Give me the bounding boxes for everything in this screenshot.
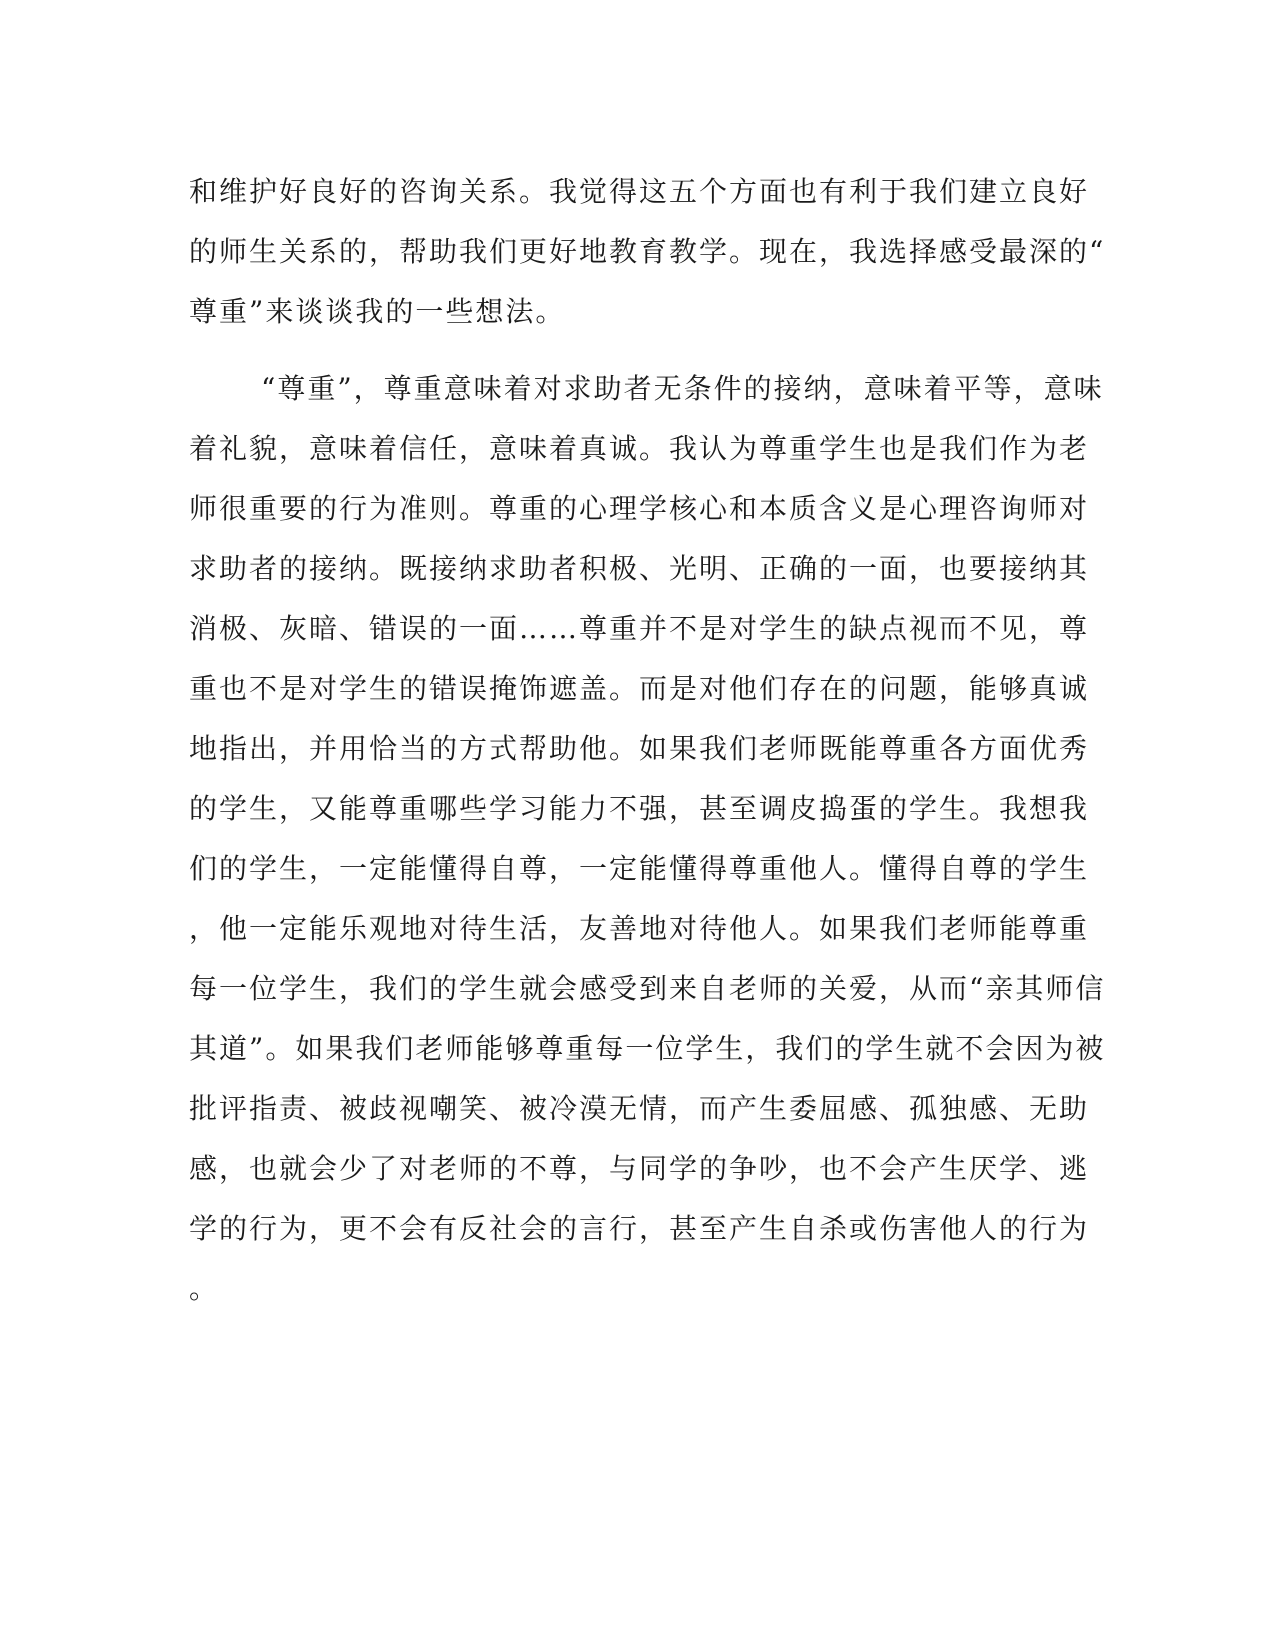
paragraph-2-line: 消极、灰暗、错误的一面……尊重并不是对学生的缺点视而不见，尊 (189, 612, 1090, 645)
paragraph-2-line: 师很重要的行为准则。尊重的心理学核心和本质含义是心理咨询师对 (189, 492, 1090, 525)
paragraph-2-line: 感，也就会少了对老师的不尊，与同学的争吵，也不会产生厌学、逃 (189, 1152, 1090, 1185)
paragraph-2-line: 着礼貌，意味着信任，意味着真诚。我认为尊重学生也是我们作为老 (189, 432, 1090, 465)
paragraph-2-line: 地指出，并用恰当的方式帮助他。如果我们老师既能尊重各方面优秀 (189, 732, 1090, 765)
paragraph-1-line: 尊重”来谈谈我的一些想法。 (189, 295, 566, 328)
paragraph-2-first-line: “尊重”，尊重意味着对求助者无条件的接纳，意味着平等，意味 (261, 372, 1104, 405)
paragraph-2-line: 批评指责、被歧视嘲笑、被冷漠无情，而产生委屈感、孤独感、无助 (189, 1092, 1090, 1125)
paragraph-1-line: 和维护好良好的咨询关系。我觉得这五个方面也有利于我们建立良好 (189, 175, 1090, 208)
paragraph-2-line: 重也不是对学生的错误掩饰遮盖。而是对他们存在的问题，能够真诚 (189, 672, 1090, 705)
document-body (189, 162, 1106, 1319)
paragraph-2-line: 。 (189, 1272, 220, 1305)
paragraph-2-line: 其道”。如果我们老师能够尊重每一位学生，我们的学生就不会因为被 (189, 1032, 1106, 1065)
paragraph-1-line: 的师生关系的，帮助我们更好地教育教学。现在，我选择感受最深的“ (189, 235, 1106, 268)
paragraph-2-line: 的学生，又能尊重哪些学习能力不强，甚至调皮捣蛋的学生。我想我 (189, 792, 1090, 825)
paragraph-2-line: ，他一定能乐观地对待生活，友善地对待他人。如果我们老师能尊重 (189, 912, 1090, 945)
paragraph-2-line: 学的行为，更不会有反社会的言行，甚至产生自杀或伤害他人的行为 (189, 1212, 1090, 1245)
paragraph-2-line: 们的学生，一定能懂得自尊，一定能懂得尊重他人。懂得自尊的学生 (189, 852, 1090, 885)
paragraph-2-line: 每一位学生，我们的学生就会感受到来自老师的关爱，从而“亲其师信 (189, 972, 1106, 1005)
paragraph-2-line: 求助者的接纳。既接纳求助者积极、光明、正确的一面，也要接纳其 (189, 552, 1090, 585)
paragraph-gap (189, 342, 1089, 359)
